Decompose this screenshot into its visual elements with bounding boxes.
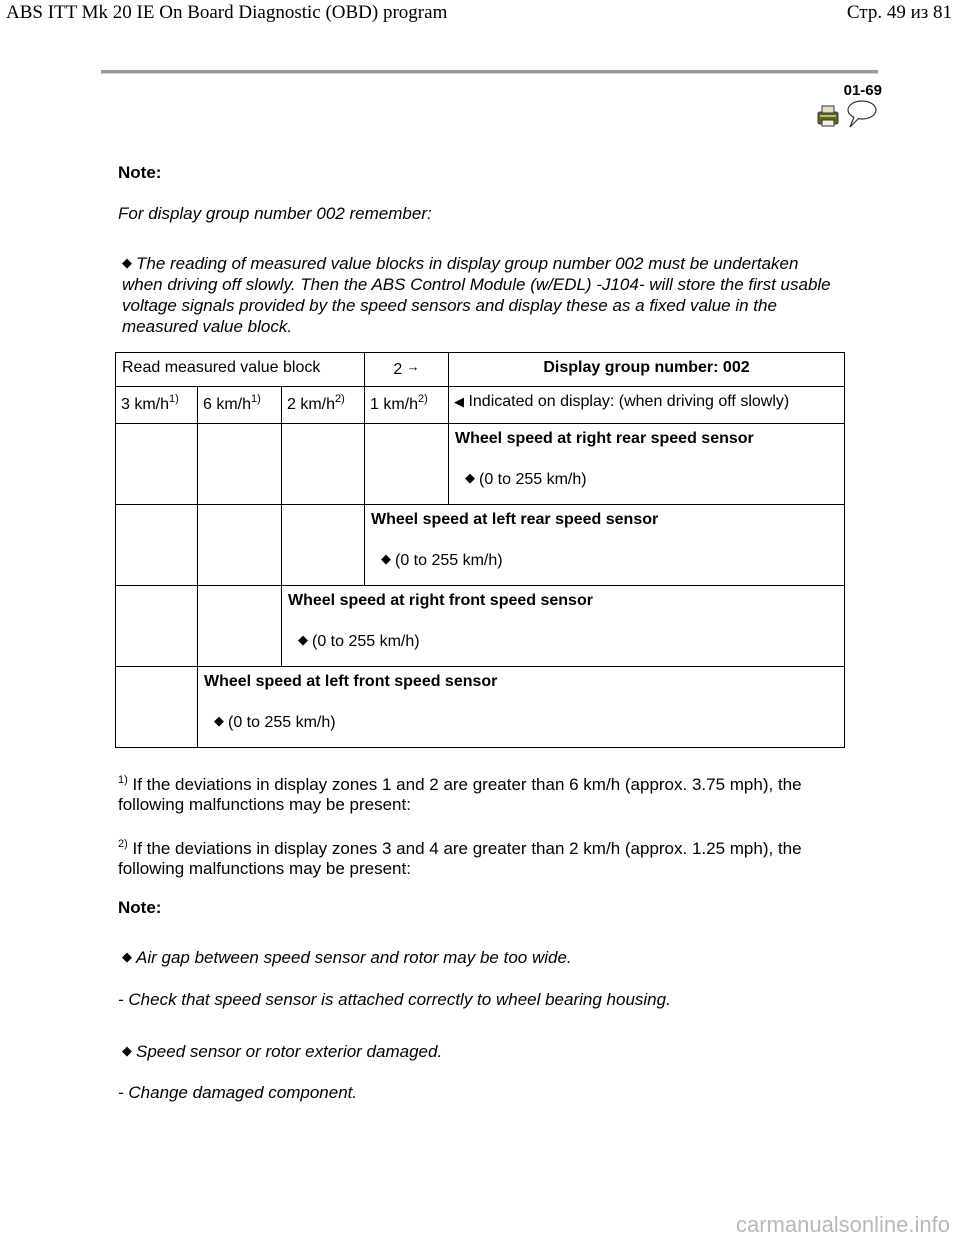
table-head-right: Display group number: 002 — [449, 353, 845, 387]
table-row: Wheel speed at right rear speed sensor ◆ (0 to 255 km/h) — [449, 424, 845, 505]
footnote-1: $^{1)}$ If the deviations in display zones 1 and 2 are greater than 6 km/h (approx. 3.75 mph), the following malfunctions may be present: — [118, 774, 802, 814]
diamond-bullet-icon: ◆ — [122, 255, 132, 270]
check-action-2: - Change damaged component. — [118, 1083, 358, 1102]
printer-icon[interactable] — [818, 106, 838, 126]
value-cell-3: 2 $km/h^{2)}$ — [282, 387, 365, 424]
header-rule — [101, 70, 878, 74]
table-row: Wheel speed at left front speed sensor ◆ (0 to 255 km/h) — [198, 667, 845, 748]
table-row: Wheel speed at left rear speed sensor ◆ (0 to 255 km/h) — [365, 505, 845, 586]
speech-bubble-icon[interactable] — [848, 101, 876, 127]
value-cell-2: 6 $km/h^{1)}$ — [198, 387, 282, 424]
note-label: Note: — [118, 163, 162, 182]
check-bullet-2: ◆ Speed sensor or rotor exterior damaged. — [122, 1042, 443, 1061]
table-row: Wheel speed at right front speed sensor ◆ (0 to 255 km/h) — [282, 586, 845, 667]
table-head-mid: 2 → — [365, 353, 449, 387]
triangle-left-icon: ◀ — [454, 394, 464, 409]
document-title: ABS ITT Mk 20 IE On Board Diagnostic (OBD) program — [6, 2, 448, 23]
value-cell-4: 1 $km/h^{2)}$ — [365, 387, 449, 424]
page-code: 01-69 — [843, 82, 882, 99]
main-bullet — [122, 252, 842, 337]
check-action-1: - Check that speed sensor is attached correctly to wheel bearing housing. — [118, 990, 671, 1009]
footnote-2: $^{2)}$ If the deviations in display zones 3 and 4 are greater than 2 km/h (approx. 1.25 mph), the following malfunctions may be present: — [118, 838, 802, 878]
indicated-cell: ◀ Indicated on display: (when driving off slowly) — [449, 387, 845, 424]
note-text: For display group number 002 remember: — [118, 204, 432, 223]
page-counter: Стр. 49 из 81 — [846, 2, 952, 23]
check-bullet-1: ◆ Air gap between speed sensor and rotor may be too wide. — [122, 948, 572, 967]
watermark: carmanualsonline.info — [735, 1212, 950, 1237]
table-head-left: Read measured value block — [116, 353, 365, 387]
note-label-2: Note: — [118, 898, 162, 917]
toolbar-icons — [814, 100, 878, 137]
main-bullet-text: The reading of measured value blocks in display group number 002 must be undertaken when driving off slowly. Then the ABS Control Module (w/EDL) -J104- will store the first usable voltage signals provided by the speed sensors and display these as a fixed value in the measured value block. — [122, 254, 831, 336]
value-cell-1: 3 $km/h^{1)}$ — [116, 387, 198, 424]
arrow-right-icon: → — [406, 359, 420, 374]
measured-value-table — [115, 352, 845, 748]
